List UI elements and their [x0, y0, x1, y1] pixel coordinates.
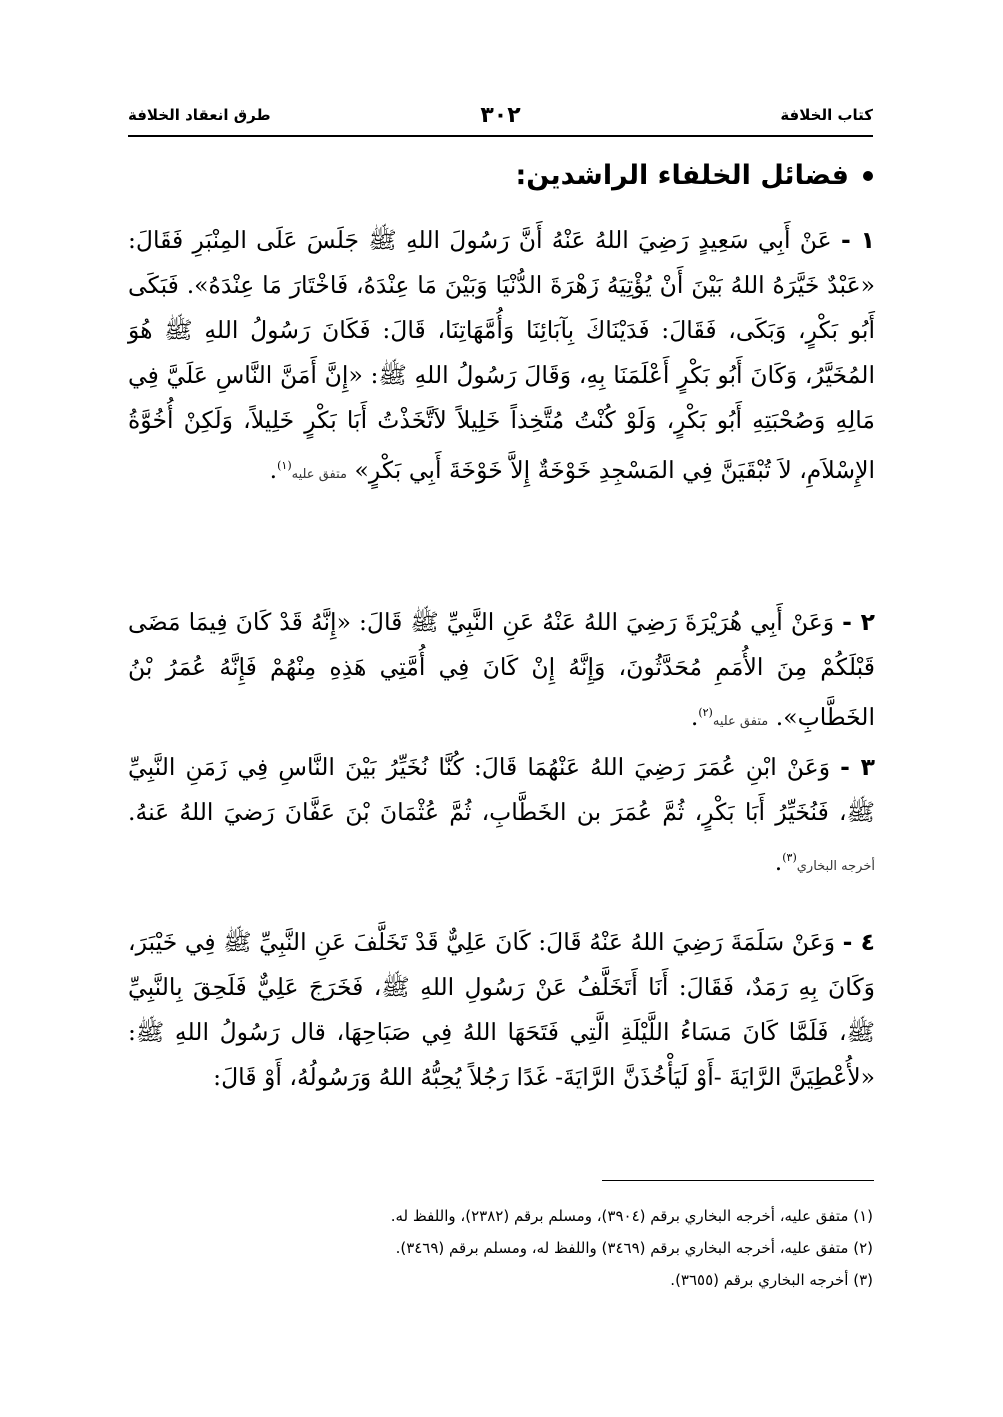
hadith-number: ٢ -	[842, 608, 875, 636]
footnote-1: (١) متفق عليه، أخرجه البخاري برقم (٣٩٠٤)، ومسلم برقم (٢٣٨٢)، واللفظ له.	[390, 1207, 873, 1225]
section-title: فضائل الخلفاء الراشدين:	[515, 160, 849, 191]
bullet-icon	[863, 171, 873, 181]
hadith-number: ١ -	[840, 226, 875, 254]
footnote-divider	[602, 1180, 874, 1181]
hadith-2: ٢ - وَعَنْ أَبِي هُرَيْرَةَ رَضِيَ اللهُ عَنْهُ عَنِ النَّبِيِّ ﷺ قَالَ: «إِنَّهُ قَدْ كَانَ فِيمَا مَضَى قَبْلَكُمْ مِنَ الأُمَمِ مُحَدَّثُونَ، وَإِنَّهُ إِنْ كَانَ فِي أُمَّتِي هَذِهِ مِنْهُمْ فَإِنَّهُ عُمَرُ بْنُ الخَطَّابِ». متفق عليه$^{(٢)}$.	[128, 608, 875, 731]
hadith-text: وَعَنْ ابْنِ عُمَرَ رَضِيَ اللهُ عَنْهُمَا قَالَ: كُنَّا نُخَيِّرُ بَيْنَ النَّاسِ فِي زَمَنِ النَّبِيِّ ﷺ، فَنُخَيِّرُ أَبَا بَكْرٍ، ثُمَّ عُمَرَ بن الخَطَّابِ، ثُمَّ عُثْمَانَ بْنَ عَفَّانَ رَضيَ اللهُ عَنهُ.	[128, 753, 875, 826]
hadith-source: متفق عليه	[291, 466, 347, 482]
hadith-1: ١ - عَنْ أَبِي سَعِيدٍ رَضِيَ اللهُ عَنْهُ أَنَّ رَسُولَ اللهِ ﷺ جَلَسَ عَلَى المِنْبَرِ فَقَالَ: «عَبْدٌ خَيَّرَهُ اللهُ بَيْنَ أَنْ يُؤْتِيَهُ زَهْرَةَ الدُّنْيَا وَبَيْنَ مَا عِنْدَهُ، فَاخْتَارَ مَا عِنْدَهُ». فَبَكَى أَبُو بَكْرٍ، وَبَكَى، فَقَالَ: فَدَيْنَاكَ بِآبَائِنَا وَأُمَّهَاتِنَا، قَالَ: فَكَانَ رَسُولُ اللهِ ﷺ هُوَ المُخَيَّرُ، وَكَانَ أَبُو بَكْرٍ أَعْلَمَنَا بِهِ، وَقَالَ رَسُولُ اللهِ ﷺ: «إِنَّ أَمَنَّ النَّاسِ عَلَيَّ فِي مَالِهِ وَصُحْبَتِهِ أَبُو بَكْرٍ، وَلَوْ كُنْتُ مُتَّخِذاً خَلِيلاً لاَتَّخَذْتُ أَبَا بَكْرٍ خَلِيلاً، وَلَكِنْ أُخُوَّةُ الإِسْلاَمِ، لاَ تُبْقَيَنَّ فِي المَسْجِدِ خَوْخَةٌ إِلاَّ خَوْخَةَ أَبِي بَكْرٍ» متفق عليه$^{(١)}$.	[128, 226, 875, 484]
hadith-number: ٣ -	[840, 753, 875, 781]
hadith-number: ٤ -	[842, 928, 875, 956]
footnote-ref: (٢)	[698, 706, 713, 719]
hadith-source: متفق عليه	[712, 713, 769, 729]
hadith-3: ٣ - وَعَنْ ابْنِ عُمَرَ رَضِيَ اللهُ عَنْهُمَا قَالَ: كُنَّا نُخَيِّرُ بَيْنَ النَّاسِ فِي زَمَنِ النَّبِيِّ ﷺ، فَنُخَيِّرُ أَبَا بَكْرٍ، ثُمَّ عُمَرَ بن الخَطَّابِ، ثُمَّ عُثْمَانَ بْنَ عَفَّانَ رَضيَ اللهُ عَنهُ. أخرجه البخاري$^{(٣)}$.	[128, 753, 875, 876]
hadith-source: أخرجه البخاري	[796, 858, 875, 874]
page-number: ٣٠٢	[480, 102, 521, 128]
page-header	[128, 95, 873, 137]
footnote-2: (٢) متفق عليه، أخرجه البخاري برقم (٣٤٦٩) واللفظ له، ومسلم برقم (٣٤٦٩).	[395, 1239, 873, 1257]
footnotes	[128, 1200, 873, 1296]
hadith-text: وَعَنْ سَلَمَةَ رَضِيَ اللهُ عَنْهُ قَالَ: كَانَ عَلِيٌّ قَدْ تَخَلَّفَ عَنِ النَّبِيِّ ﷺ فِي خَيْبَرَ، وَكَانَ بِهِ رَمَدٌ، فَقَالَ: أَنَا أَتَخَلَّفُ عَنْ رَسُولِ اللهِ ﷺ، فَخَرَجَ عَلِيٌّ فَلَحِقَ بِالنَّبِيِّ ﷺ، فَلَمَّا كَانَ مَسَاءُ اللَّيْلَةِ الَّتِي فَتَحَهَا اللهُ فِي صَبَاحِهَا، قال رَسُولُ اللهِ ﷺ: «لأُعْطِيَنَّ الرَّايَةَ -أَوْ لَيَأْخُذَنَّ الرَّايَةَ- غَدًا رَجُلاً يُحِبُّهُ اللهُ وَرَسُولُهُ، أَوْ قَالَ:	[128, 928, 875, 1091]
section-heading	[128, 160, 873, 191]
book-title: كتاب الخلافة	[780, 106, 873, 124]
footnote-3: (٣) أخرجه البخاري برقم (٣٦٥٥).	[670, 1271, 873, 1289]
footnote-ref: (٣)	[782, 851, 797, 864]
chapter-title: طرق انعقاد الخلافة	[128, 106, 271, 124]
footnote-ref: (١)	[277, 459, 292, 472]
hadith-text: عَنْ أَبِي سَعِيدٍ رَضِيَ اللهُ عَنْهُ أَنَّ رَسُولَ اللهِ ﷺ جَلَسَ عَلَى المِنْبَرِ فَقَالَ: «عَبْدٌ خَيَّرَهُ اللهُ بَيْنَ أَنْ يُؤْتِيَهُ زَهْرَةَ الدُّنْيَا وَبَيْنَ مَا عِنْدَهُ، فَاخْتَارَ مَا عِنْدَهُ». فَبَكَى أَبُو بَكْرٍ، وَبَكَى، فَقَالَ: فَدَيْنَاكَ بِآبَائِنَا وَأُمَّهَاتِنَا، قَالَ: فَكَانَ رَسُولُ اللهِ ﷺ هُوَ المُخَيَّرُ، وَكَانَ أَبُو بَكْرٍ أَعْلَمَنَا بِهِ، وَقَالَ رَسُولُ اللهِ ﷺ: «إِنَّ أَمَنَّ النَّاسِ عَلَيَّ فِي مَالِهِ وَصُحْبَتِهِ أَبُو بَكْرٍ، وَلَوْ كُنْتُ مُتَّخِذاً خَلِيلاً لاَتَّخَذْتُ أَبَا بَكْرٍ خَلِيلاً، وَلَكِنْ أُخُوَّةُ الإِسْلاَمِ، لاَ تُبْقَيَنَّ فِي المَسْجِدِ خَوْخَةٌ إِلاَّ خَوْخَةَ أَبِي بَكْرٍ»	[128, 226, 875, 484]
hadith-text: وَعَنْ أَبِي هُرَيْرَةَ رَضِيَ اللهُ عَنْهُ عَنِ النَّبِيِّ ﷺ قَالَ: «إِنَّهُ قَدْ كَانَ فِيمَا مَضَى قَبْلَكُمْ مِنَ الأُمَمِ مُحَدَّثُونَ، وَإِنَّهُ إِنْ كَانَ فِي أُمَّتِي هَذِهِ مِنْهُمْ فَإِنَّهُ عُمَرُ بْنُ الخَطَّابِ».	[128, 608, 875, 731]
hadith-4	[128, 920, 875, 1100]
